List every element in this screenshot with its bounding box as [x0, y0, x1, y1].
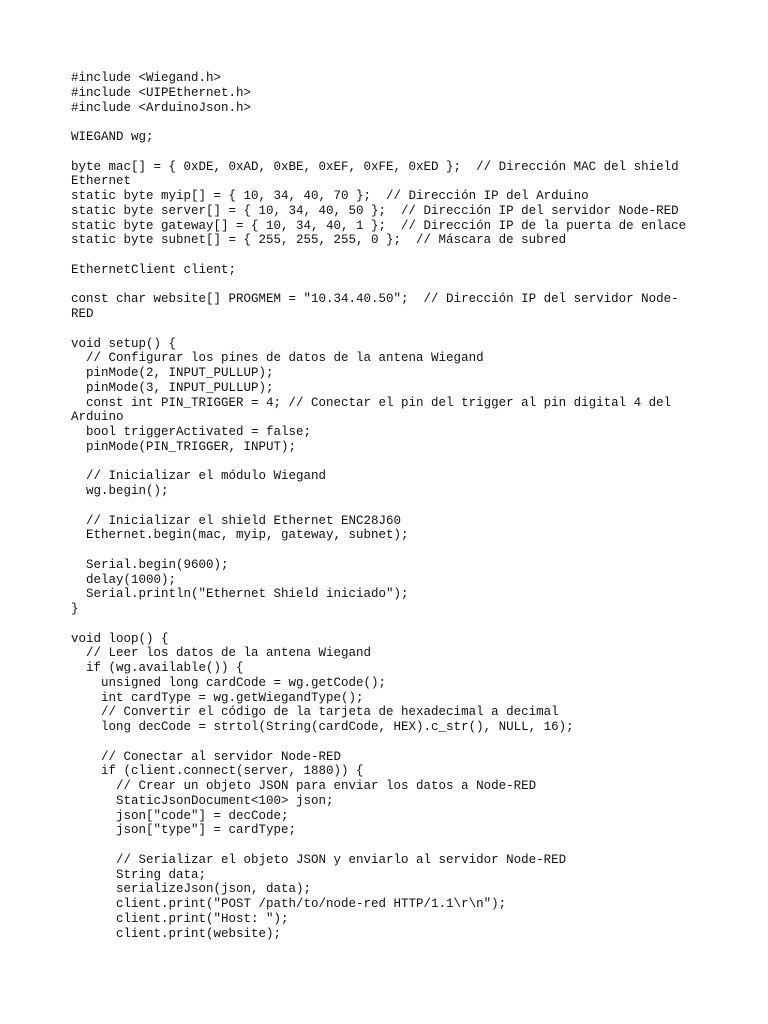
code-line: #include <UIPEthernet.h>: [71, 85, 252, 100]
code-line: [71, 735, 711, 750]
code-line: client.print("POST /path/to/node-red HTTP/1.1\r\n");: [71, 897, 507, 911]
code-line: pinMode(PIN_TRIGGER, INPUT);: [71, 439, 297, 454]
code-line: const char website[] PROGMEM = "10.34.40.50"; // Dirección IP del servidor Node-: [71, 292, 679, 307]
code-line: EthernetClient client;: [71, 262, 237, 277]
code-line: }: [71, 602, 79, 616]
code-line: String data;: [71, 867, 207, 882]
code-line: const int PIN_TRIGGER = 4; // Conectar el pin del trigger al pin digital 4 del: [71, 395, 672, 410]
code-line: StaticJsonDocument<100> json;: [71, 793, 334, 808]
code-line: // Conectar al servidor Node-RED: [71, 749, 342, 764]
code-line: // Leer los datos de la antena Wiegand: [71, 646, 372, 661]
code-line: #include <ArduinoJson.h>: [71, 100, 252, 115]
code-line: // Serializar el objeto JSON y enviarlo al servidor Node-RED: [71, 852, 567, 867]
code-line: [71, 145, 711, 160]
code-line: // Inicializar el shield Ethernet ENC28J60: [71, 513, 402, 528]
code-line: // Configurar los pines de datos de la antena Wiegand: [71, 351, 484, 366]
code-line: [71, 838, 711, 853]
code-line: json["type"] = cardType;: [71, 823, 297, 838]
code-line: byte mac[] = { 0xDE, 0xAD, 0xBE, 0xEF, 0xFE, 0xED }; // Dirección MAC del shield: [71, 159, 679, 174]
code-line: if (client.connect(server, 1880)) {: [71, 764, 364, 779]
code-line: [71, 499, 711, 514]
code-line: client.print(website);: [71, 926, 282, 941]
code-line: bool triggerActivated = false;: [71, 425, 312, 439]
code-line: [71, 115, 711, 130]
code-line: static byte myip[] = { 10, 34, 40, 70 }; // Dirección IP del Arduino: [71, 189, 589, 203]
code-line: #include <Wiegand.h>: [71, 71, 222, 85]
code-line: int cardType = wg.getWiegandType();: [71, 690, 364, 705]
code-line: pinMode(3, INPUT_PULLUP);: [71, 380, 274, 395]
code-line: [71, 322, 711, 337]
code-line: pinMode(2, INPUT_PULLUP);: [71, 366, 274, 380]
code-line: [71, 543, 711, 558]
code-line: Ethernet.begin(mac, myip, gateway, subnet);: [71, 528, 409, 543]
code-line: [71, 248, 711, 263]
code-line: static byte gateway[] = { 10, 34, 40, 1 }; // Dirección IP de la puerta de enlace: [71, 218, 687, 233]
code-line: void loop() {: [71, 631, 169, 646]
code-line: static byte subnet[] = { 255, 255, 255, 0 }; // Máscara de subred: [71, 233, 567, 248]
code-line: Serial.begin(9600);: [71, 557, 229, 572]
code-line: json["code"] = decCode;: [71, 808, 289, 823]
code-line: if (wg.available()) {: [71, 661, 244, 675]
code-line: client.print("Host: ");: [71, 911, 289, 926]
code-line: [71, 617, 711, 632]
code-line: serializeJson(json, data);: [71, 882, 312, 897]
code-line: // Convertir el código de la tarjeta de hexadecimal a decimal: [71, 705, 559, 720]
code-line: WIEGAND wg;: [71, 130, 154, 144]
code-line: Serial.println("Ethernet Shield iniciado");: [71, 587, 409, 602]
code-line: void setup() {: [71, 336, 177, 351]
code-line: static byte server[] = { 10, 34, 40, 50 }; // Dirección IP del servidor Node-RED: [71, 203, 679, 218]
code-line: unsigned long cardCode = wg.getCode();: [71, 675, 387, 690]
code-line: long decCode = strtol(String(cardCode, HEX).c_str(), NULL, 16);: [71, 720, 574, 734]
code-line: // Crear un objeto JSON para enviar los datos a Node-RED: [71, 779, 537, 793]
code-line: Ethernet: [71, 174, 132, 189]
code-line: [71, 455, 711, 470]
code-line: RED: [71, 307, 94, 321]
code-line: // Inicializar el módulo Wiegand: [71, 469, 327, 484]
code-listing: [71, 71, 711, 941]
code-line: Arduino: [71, 410, 124, 425]
code-line: delay(1000);: [71, 572, 177, 587]
code-line: [71, 278, 711, 293]
code-line: wg.begin();: [71, 484, 169, 498]
